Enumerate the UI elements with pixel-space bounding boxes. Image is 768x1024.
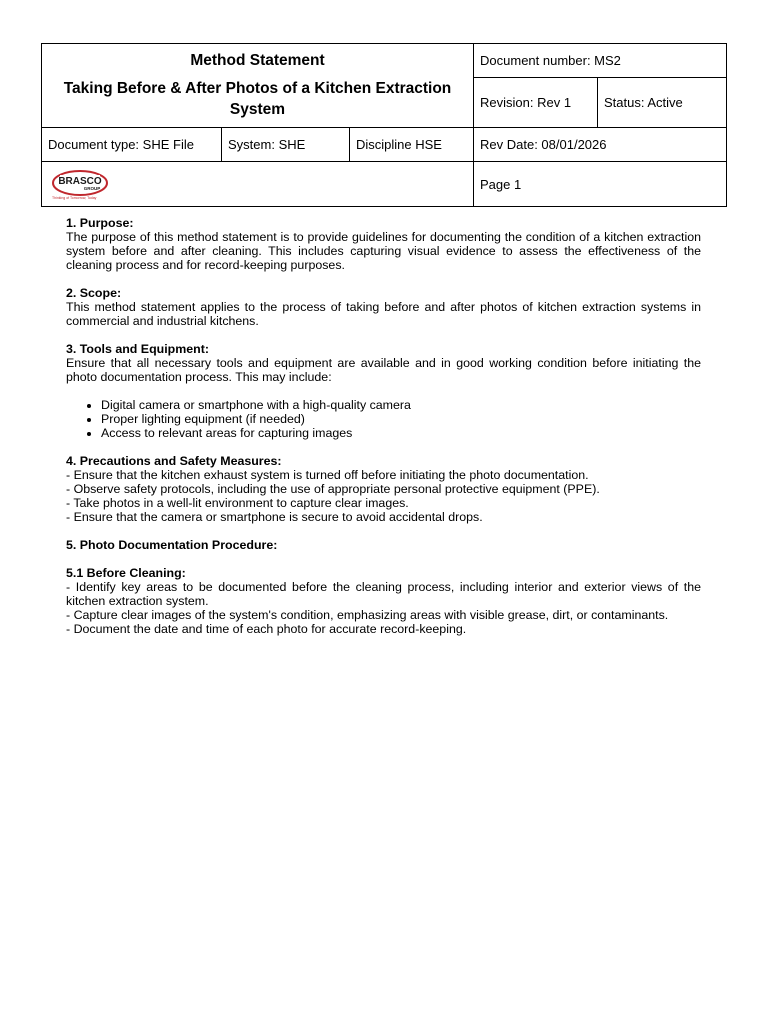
precaution-line: - Take photos in a well-lit environment to capture clear images. (66, 496, 409, 510)
list-item: • Proper lighting equipment (if needed) (101, 412, 701, 426)
revision-cell (474, 78, 598, 128)
logo-text: BRASCO (58, 176, 102, 187)
rev-date-cell (474, 128, 727, 162)
list-item: • Digital camera or smartphone with a high-quality camera (101, 398, 701, 412)
section-scope (66, 286, 701, 328)
discipline-cell (350, 128, 474, 162)
procedure-heading: 5. Photo Documentation Procedure: (66, 538, 278, 552)
title-cell (42, 44, 474, 128)
revision: Revision: Rev 1 (480, 95, 572, 110)
document-number: Document number: MS2 (480, 53, 621, 68)
system-cell (222, 128, 350, 162)
document-header-table (41, 43, 727, 207)
precaution-line: - Observe safety protocols, including the use of appropriate personal protective equipment (PPE). (66, 482, 600, 496)
before-cleaning-line: - Identify key areas to be documented before the cleaning process, including interior and exterior views of the kitchen extraction system. (66, 580, 701, 608)
tools-list (66, 398, 701, 440)
scope-body: This method statement applies to the process of taking before and after photos of kitchen extraction systems in commercial and industrial kitchens. (66, 300, 701, 328)
page-cell (474, 162, 727, 207)
discipline: Discipline HSE (356, 137, 442, 152)
section-before-cleaning (66, 566, 701, 636)
section-procedure (66, 538, 701, 552)
tools-heading: 3. Tools and Equipment: (66, 342, 209, 356)
document-type: Document type: SHE File (48, 137, 194, 152)
list-item: • Access to relevant areas for capturing images (101, 426, 701, 440)
before-cleaning-heading: 5.1 Before Cleaning: (66, 566, 186, 580)
document-title: Method Statement (190, 51, 325, 69)
section-purpose (66, 216, 701, 272)
section-precautions (66, 454, 701, 524)
purpose-heading: 1. Purpose: (66, 216, 134, 230)
status: Status: Active (604, 95, 683, 110)
rev-date: Rev Date: 08/01/2026 (480, 137, 607, 152)
brasco-logo (48, 168, 467, 200)
status-cell (598, 78, 727, 128)
purpose-body: The purpose of this method statement is to provide guidelines for documenting the condition of a kitchen extraction system before and after cleaning. This includes capturing visual evidence to assess the effectiveness of the cleaning process and for record-keeping purposes. (66, 230, 701, 272)
tools-body: Ensure that all necessary tools and equipment are available and in good working condition before initiating the photo documentation process. This may include: (66, 356, 701, 384)
logo-swoosh-icon (50, 168, 110, 198)
document-type-cell (42, 128, 222, 162)
system: System: SHE (228, 137, 306, 152)
before-cleaning-lines (66, 580, 701, 636)
precaution-line: - Ensure that the kitchen exhaust system is turned off before initiating the photo documentation. (66, 468, 589, 482)
precautions-lines (66, 468, 701, 524)
before-cleaning-line: - Document the date and time of each photo for accurate record-keeping. (66, 622, 467, 636)
section-tools (66, 342, 701, 440)
logo-subtext: GROUP (83, 186, 101, 191)
precautions-heading: 4. Precautions and Safety Measures: (66, 454, 282, 468)
document-subtitle: Taking Before & After Photos of a Kitchen Extraction System (63, 79, 452, 118)
document-number-cell (474, 44, 727, 78)
logo-cell (42, 162, 474, 207)
before-cleaning-line: - Capture clear images of the system's condition, emphasizing areas with visible grease, dirt, or contaminants. (66, 608, 669, 622)
page-number: Page 1 (480, 176, 522, 192)
precaution-line: - Ensure that the camera or smartphone is secure to avoid accidental drops. (66, 510, 483, 524)
scope-heading: 2. Scope: (66, 286, 122, 300)
document-body (66, 216, 701, 650)
logo-tagline: Thinking of Tomorrow, Today (52, 196, 97, 200)
